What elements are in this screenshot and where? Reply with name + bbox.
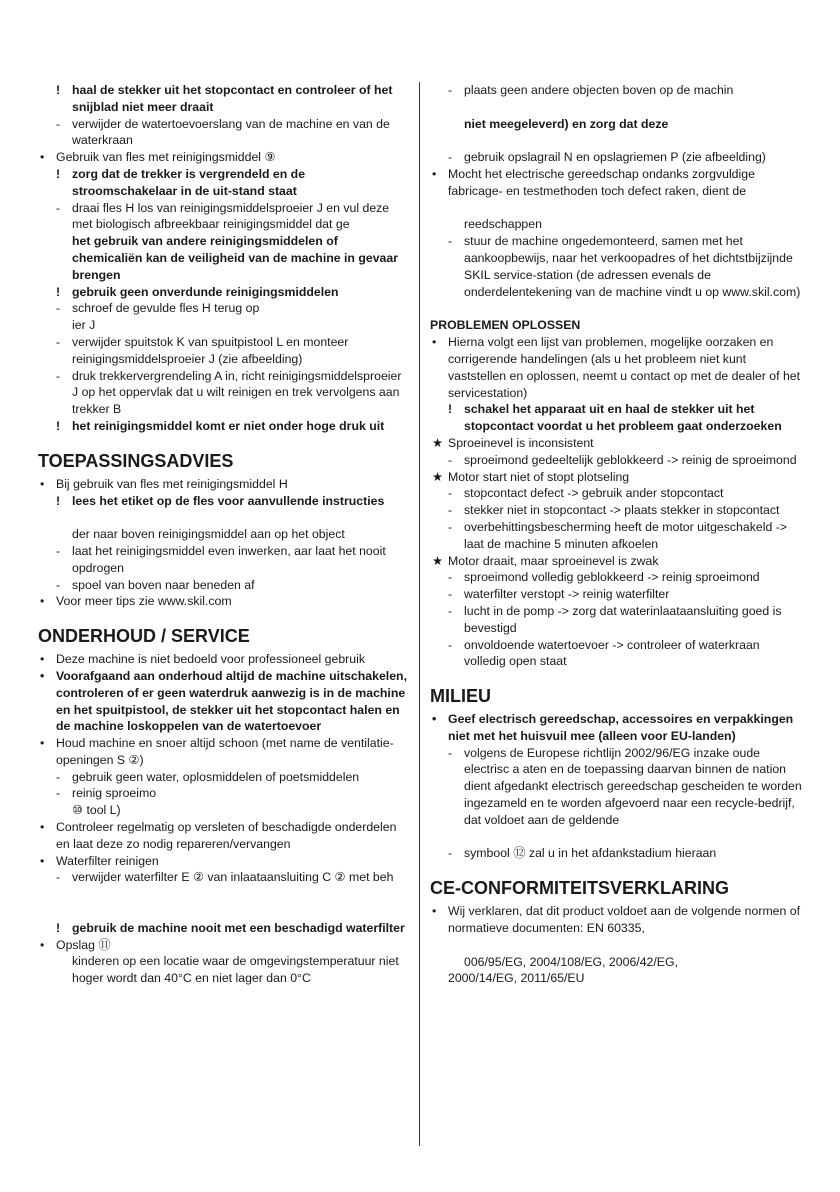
list-item — [38, 937, 410, 954]
dash-marker: - — [448, 570, 453, 585]
blank-line — [430, 829, 802, 846]
star-marker: ★ — [432, 435, 444, 450]
item-text: Motor start niet of stopt plotseling — [448, 469, 630, 484]
list-item — [430, 469, 802, 486]
left-column — [38, 82, 410, 987]
list-item — [430, 569, 802, 586]
item-text: stekker niet in stopcontact -> plaats stekker in stopcontact — [464, 503, 780, 518]
bullet-marker: • — [40, 476, 45, 491]
item-text: zorg dat de trekker is vergrendeld en de stroomschakelaar in de uit-stand staat — [72, 166, 306, 198]
list-item — [38, 526, 410, 543]
item-text: lucht in de pomp -> zorg dat waterinlaataansluiting goed is bevestigd — [464, 603, 782, 635]
excl-marker: ! — [56, 920, 61, 935]
list-item — [430, 233, 802, 300]
bullet-marker: • — [40, 853, 45, 868]
item-text: sproeimond gedeeltelijk geblokkeerd -> reinig de sproeimond — [464, 452, 797, 467]
dash-marker: - — [448, 234, 453, 249]
bullet-marker: • — [40, 668, 45, 683]
list-item — [38, 802, 410, 819]
blank-line — [430, 200, 802, 217]
item-text: Houd machine en snoer altijd schoon (met name de ventilatie-openingen S ②) — [56, 736, 394, 767]
dash-marker: - — [448, 83, 453, 97]
list-item — [430, 954, 802, 971]
item-text: verwijder de watertoevoerslang van de machine en van de waterkraan — [72, 116, 390, 148]
list-item — [38, 317, 410, 334]
item-text: reinig sproeimo — [72, 786, 157, 801]
list-item — [38, 920, 410, 937]
list-item — [430, 401, 802, 435]
dash-marker: - — [448, 503, 453, 518]
list-item — [430, 845, 802, 862]
item-text: kinderen op een locatie waar de omgevingstemperatuur niet hoger wordt dan 40°C en niet lager dan 0°C — [72, 954, 399, 986]
item-text: Bij gebruik van fles met reinigingsmiddel H — [56, 476, 288, 491]
item-text: reedschappen — [464, 217, 542, 232]
column-divider — [419, 82, 420, 1146]
list-item — [430, 637, 802, 671]
list-item — [38, 233, 410, 283]
bullet-marker: • — [40, 937, 45, 952]
item-text: lees het etiket op de fles voor aanvullende instructies — [72, 493, 385, 508]
item-text: Opslag ⑪ — [56, 937, 111, 952]
item-text: der naar boven reinigingsmiddel aan op het object — [72, 527, 345, 542]
list-item — [430, 485, 802, 502]
dash-marker: - — [56, 543, 61, 558]
dash-marker: - — [448, 452, 453, 467]
section-heading: ONDERHOUD / SERVICE — [38, 626, 250, 647]
item-text: Hierna volgt een lijst van problemen, mogelijke oorzaken en corrigerende handelingen (als u het probleem niet kunt vaststellen en oplossen, neemt u contact op met de dealer of het servicestation) — [448, 335, 801, 400]
list-item — [430, 502, 802, 519]
bullet-marker: • — [40, 820, 45, 835]
list-item — [38, 368, 410, 418]
item-text: het gebruik van andere reinigingsmiddelen of chemicaliën kan de veiligheid van de machine in gevaar brengen — [72, 234, 398, 282]
blank-line — [430, 99, 802, 116]
item-text: Controleer regelmatig op versleten of beschadigde onderdelen en laat deze zo nodig repareren/vervangen — [56, 820, 397, 851]
dash-marker: - — [448, 637, 453, 652]
section-heading: CE-CONFORMITEITSVERKLARING — [430, 878, 729, 899]
right-column — [430, 82, 802, 987]
item-text: gebruik geen water, oplosmiddelen of poetsmiddelen — [72, 769, 360, 784]
item-text: laat het reinigingsmiddel even inwerken, aar laat het nooit opdrogen — [72, 543, 386, 575]
bullet-marker: • — [40, 736, 45, 751]
item-text: draai fles H los van reinigingsmiddelsproeier J en vul deze met biologisch afbreekbaar reinigingsmiddel dat ge — [72, 200, 390, 232]
list-item — [430, 149, 802, 166]
list-item — [38, 300, 410, 317]
star-marker: ★ — [432, 469, 444, 484]
item-text: Motor draait, maar sproeinevel is zwak — [448, 553, 659, 568]
section-heading: PROBLEMEN OPLOSSEN — [430, 318, 581, 333]
star-marker: ★ — [432, 553, 444, 568]
list-item — [38, 476, 410, 493]
list-item — [38, 284, 410, 301]
dash-marker: - — [56, 200, 61, 215]
dash-marker: - — [448, 486, 453, 501]
item-text: 2000/14/EG, 2011/65/EU — [448, 971, 585, 986]
excl-marker: ! — [56, 284, 61, 299]
dash-marker: - — [56, 334, 61, 349]
list-item — [430, 711, 802, 745]
list-item — [38, 334, 410, 368]
excl-marker: ! — [56, 493, 61, 508]
dash-marker: - — [448, 603, 453, 618]
list-item — [38, 785, 410, 802]
item-text: gebruik de machine nooit met een beschadigd waterfilter — [72, 920, 405, 935]
item-text: sproeimond volledig geblokkeerd -> reinig sproeimond — [464, 570, 760, 585]
item-text: Deze machine is niet bedoeld voor professioneel gebruik — [56, 652, 365, 667]
blank-line — [38, 886, 410, 903]
list-item — [38, 651, 410, 668]
dash-marker: - — [56, 301, 61, 316]
list-item — [430, 452, 802, 469]
excl-marker: ! — [56, 83, 61, 97]
excl-marker: ! — [56, 166, 61, 181]
list-item — [430, 435, 802, 452]
list-item — [430, 82, 802, 99]
item-text: spoel van boven naar beneden af — [72, 577, 255, 592]
dash-marker: - — [448, 519, 453, 534]
item-text: het reinigingsmiddel komt er niet onder hoge druk uit — [72, 418, 385, 433]
list-item — [430, 116, 802, 133]
item-text: haal de stekker uit het stopcontact en controleer of het snijblad niet meer draait — [72, 83, 393, 114]
item-text: overbehittingsbescherming heeft de motor uitgeschakeld -> laat de machine 5 minuten afkoelen — [464, 519, 787, 551]
item-text: 006/95/EG, 2004/108/EG, 2006/42/EG, — [464, 954, 678, 969]
list-item — [430, 903, 802, 937]
item-text: symbool ⑫ zal u in het afdankstadium hieraan — [464, 846, 717, 861]
list-item — [430, 519, 802, 553]
list-item — [38, 953, 410, 987]
dash-marker: - — [56, 368, 61, 383]
item-text: niet meegeleverd) en zorg dat deze — [464, 116, 669, 131]
list-item — [38, 543, 410, 577]
list-item — [38, 577, 410, 594]
bullet-marker: • — [432, 904, 437, 919]
list-item — [38, 819, 410, 853]
bullet-marker: • — [432, 335, 437, 350]
list-item — [430, 216, 802, 233]
list-item — [38, 116, 410, 150]
dash-marker: - — [56, 769, 61, 784]
item-text: gebruik opslagrail N en opslagriemen P (zie afbeelding) — [464, 150, 766, 165]
list-item — [38, 769, 410, 786]
blank-line — [38, 509, 410, 526]
list-item — [38, 82, 410, 116]
section-heading: MILIEU — [430, 686, 491, 707]
list-item — [430, 334, 802, 401]
item-text: stuur de machine ongedemonteerd, samen met het aankoopbewijs, naar het verkoopadres of het dichtstbijzijnde SKIL service-station (de adressen evenals de onderdelentekening van de machine vindt u op www.skil.com) — [464, 234, 801, 299]
item-text: Wij verklaren, dat dit product voldoet aan de volgende normen of normatieve documenten: EN 60335, — [448, 904, 801, 936]
excl-marker: ! — [448, 402, 453, 417]
item-text: schroef de gevulde fles H terug op — [72, 301, 260, 316]
list-item — [430, 166, 802, 200]
excl-marker: ! — [56, 418, 61, 433]
list-item — [430, 745, 802, 829]
item-text: gebruik geen onverdunde reinigingsmiddelen — [72, 284, 339, 299]
item-text: verwijder spuitstok K van spuitpistool L en monteer reinigingsmiddelsproeier J (zie afbeelding) — [72, 334, 349, 366]
list-item — [38, 418, 410, 435]
bullet-marker: • — [432, 712, 437, 727]
item-text: verwijder waterfilter E ② van inlaataansluiting C ② met beh — [72, 870, 394, 885]
list-item — [38, 735, 410, 769]
bullet-marker: • — [40, 150, 45, 165]
item-text: volgens de Europese richtlijn 2002/96/EG inzake oude electrisc a aten en de toepassing daarvan binnen de nation dient afgedankt electrisch gereedschap gescheiden te worden ingezameld en te worden afgevoerd naar een recycle-bedrijf, dat voldoet aan de geldende — [464, 745, 802, 827]
item-text: plaats geen andere objecten boven op de machin — [464, 83, 734, 97]
blank-line — [38, 903, 410, 920]
list-item — [430, 553, 802, 570]
item-text: Waterfilter reinigen — [56, 853, 159, 868]
item-text: waterfilter verstopt -> reinig waterfilter — [464, 587, 670, 602]
blank-line — [430, 937, 802, 954]
dash-marker: - — [448, 150, 453, 165]
dash-marker: - — [56, 870, 61, 885]
item-text: Voorafgaand aan onderhoud altijd de machine uitschakelen, controleren of er geen waterdruk aanwezig is in de machine en het spuitpistool, de stekker uit het stopcontact halen en de machine loskoppelen van de watertoevoer — [56, 668, 407, 734]
list-item — [38, 200, 410, 234]
list-item — [430, 603, 802, 637]
item-text: ier J — [72, 318, 96, 333]
item-text: schakel het apparaat uit en haal de stekker uit het stopcontact voordat u het probleem gaat onderzoeken — [464, 402, 782, 434]
dash-marker: - — [448, 745, 453, 760]
bullet-marker: • — [432, 166, 437, 181]
item-text: Gebruik van fles met reinigingsmiddel ⑨ — [56, 150, 276, 165]
list-item — [38, 853, 410, 870]
section-heading: TOEPASSINGSADVIES — [38, 450, 234, 471]
list-item — [38, 166, 410, 200]
item-text: Geef electrisch gereedschap, accessoires en verpakkingen niet met het huisvuil mee (alleen voor EU-landen) — [448, 712, 794, 743]
list-item — [38, 593, 410, 610]
blank-line — [430, 132, 802, 149]
dash-marker: - — [56, 786, 61, 801]
list-item — [430, 586, 802, 603]
dash-marker: - — [448, 846, 453, 861]
item-text: druk trekkervergrendeling A in, richt reinigingsmiddelsproeier J op het oppervlak dat u wilt reinigen en trek vervolgens aan trekker B — [72, 368, 402, 417]
item-text: Mocht het electrische gereedschap ondanks zorgvuldige fabricage- en testmethoden toch defect raken, dient de — [448, 166, 755, 198]
item-text: Sproeinevel is inconsistent — [448, 435, 594, 450]
list-item — [38, 493, 410, 510]
dash-marker: - — [448, 587, 453, 602]
item-text: Voor meer tips zie www.skil.com — [56, 594, 232, 609]
list-item — [430, 970, 802, 987]
list-item — [38, 668, 410, 735]
item-text: onvoldoende watertoevoer -> controleer of waterkraan volledig open staat — [464, 637, 760, 669]
dash-marker: - — [56, 116, 61, 131]
list-item — [38, 149, 410, 166]
dash-marker: - — [56, 577, 61, 592]
item-text: ⑩ tool L) — [72, 803, 121, 818]
bullet-marker: • — [40, 652, 45, 667]
bullet-marker: • — [40, 594, 45, 609]
item-text: stopcontact defect -> gebruik ander stopcontact — [464, 486, 724, 501]
list-item — [38, 869, 410, 886]
